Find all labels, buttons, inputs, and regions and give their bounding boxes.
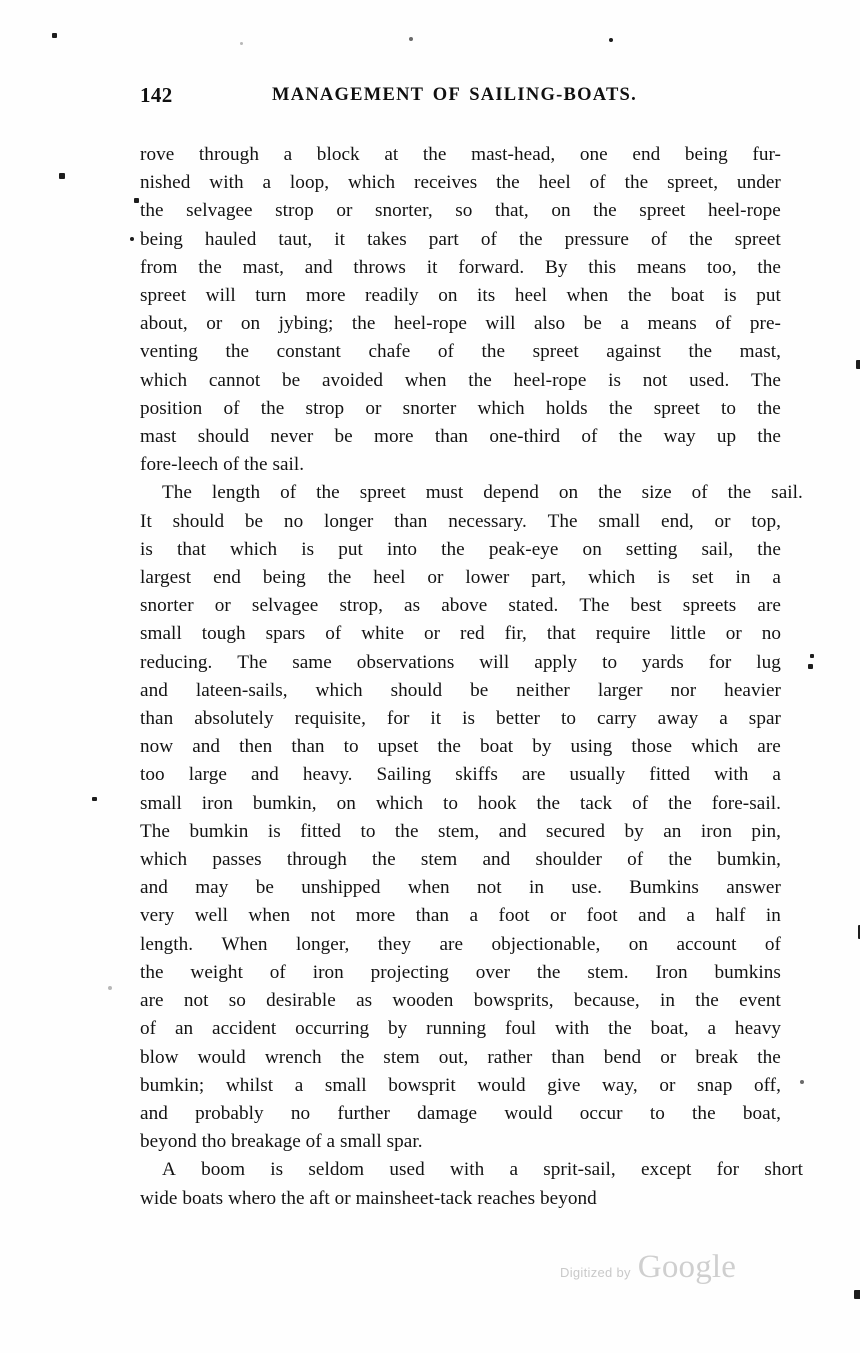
scan-speck (52, 33, 57, 38)
text-line: largest end being the heel or lower part, which is set in a (140, 567, 781, 589)
text-line: position of the strop or snorter which holds the spreet to the (140, 397, 781, 419)
text-line: It should be no longer than necessary. The small end, or top, (140, 510, 781, 532)
text-line: fore-leech of the sail. (140, 454, 305, 476)
text-line: are not so desirable as wooden bowsprits, because, in the event (140, 990, 781, 1012)
scan-speck (409, 37, 413, 41)
scan-speck (108, 986, 112, 990)
text-line: from the mast, and throws it forward. By this means too, the (140, 256, 781, 278)
digitized-by-google-watermark (560, 1249, 736, 1286)
text-line: The bumkin is fitted to the stem, and secured by an iron pin, (140, 820, 781, 842)
text-line: the weight of iron projecting over the stem. Iron bumkins (140, 961, 781, 983)
scan-speck (609, 38, 613, 42)
scan-speck (800, 1080, 804, 1084)
body-text-block (140, 141, 803, 1213)
text-line: nished with a loop, which receives the heel of the spreet, under (140, 172, 781, 194)
text-line: and probably no further damage would occur to the boat, (140, 1102, 781, 1124)
scan-speck (856, 360, 860, 369)
watermark-brand: Google (637, 1249, 737, 1285)
text-line: which passes through the stem and shoulder of the bumkin, (140, 849, 781, 871)
text-line: wide boats whero the aft or mainsheet-tack reaches beyond (140, 1187, 597, 1209)
text-line: is that which is put into the peak-eye on setting sail, the (140, 538, 781, 560)
text-line: mast should never be more than one-third of the way up the (140, 426, 781, 448)
text-line: very well when not more than a foot or foot and a half in (140, 905, 781, 927)
text-line: reducing. The same observations will apply to yards for lug (140, 651, 781, 673)
scan-speck (59, 173, 65, 179)
running-head (140, 83, 780, 113)
text-line: blow would wrench the stem out, rather than bend or break the (140, 1046, 781, 1068)
running-title: MANAGEMENT OF SAILING-BOATS. (272, 85, 637, 105)
text-line: A boom is seldom used with a sprit-sail, except for short (162, 1159, 803, 1181)
text-line: length. When longer, they are objectionable, on account of (140, 933, 781, 955)
text-line: small tough spars of white or red fir, that require little or no (140, 623, 781, 645)
scan-speck (130, 237, 134, 241)
page-number: 142 (140, 83, 173, 107)
text-line: beyond tho breakage of a small spar. (140, 1131, 423, 1153)
scan-speck (854, 1290, 860, 1299)
text-line: snorter or selvagee strop, as above stated. The best spreets are (140, 595, 781, 617)
text-line: and lateen-sails, which should be neither larger nor heavier (140, 679, 781, 701)
scan-speck (134, 198, 139, 203)
paragraph (140, 479, 803, 1156)
text-line: which cannot be avoided when the heel-rope is not used. The (140, 369, 781, 391)
text-line: of an accident occurring by running foul with the boat, a heavy (140, 1018, 781, 1040)
text-line: rove through a block at the mast-head, one end being fur- (140, 144, 781, 165)
scan-speck (92, 797, 97, 801)
text-line: now and then than to upset the boat by using those which are (140, 736, 781, 758)
paragraph (140, 1156, 803, 1212)
text-line: venting the constant chafe of the spreet against the mast, (140, 341, 781, 363)
text-line: being hauled taut, it takes part of the pressure of the spreet (140, 228, 781, 250)
text-line: the selvagee strop or snorter, so that, on the spreet heel-rope (140, 200, 781, 222)
scan-speck (810, 654, 814, 658)
text-line: spreet will turn more readily on its heel when the boat is put (140, 285, 781, 307)
text-line: too large and heavy. Sailing skiffs are usually fitted with a (140, 764, 781, 786)
text-line: small iron bumkin, on which to hook the tack of the fore-sail. (140, 792, 781, 814)
paragraph (140, 141, 781, 479)
text-line: than absolutely requisite, for it is better to carry away a spar (140, 708, 781, 730)
text-line: The length of the spreet must depend on the size of the sail. (162, 482, 803, 504)
scan-speck (240, 42, 243, 45)
text-line: bumkin; whilst a small bowsprit would give way, or snap off, (140, 1074, 781, 1096)
watermark-prefix: Digitized by (560, 1265, 631, 1280)
text-line: about, or on jybing; the heel-rope will also be a means of pre- (140, 313, 781, 335)
text-line: and may be unshipped when not in use. Bumkins answer (140, 877, 781, 899)
scan-speck (808, 664, 813, 669)
